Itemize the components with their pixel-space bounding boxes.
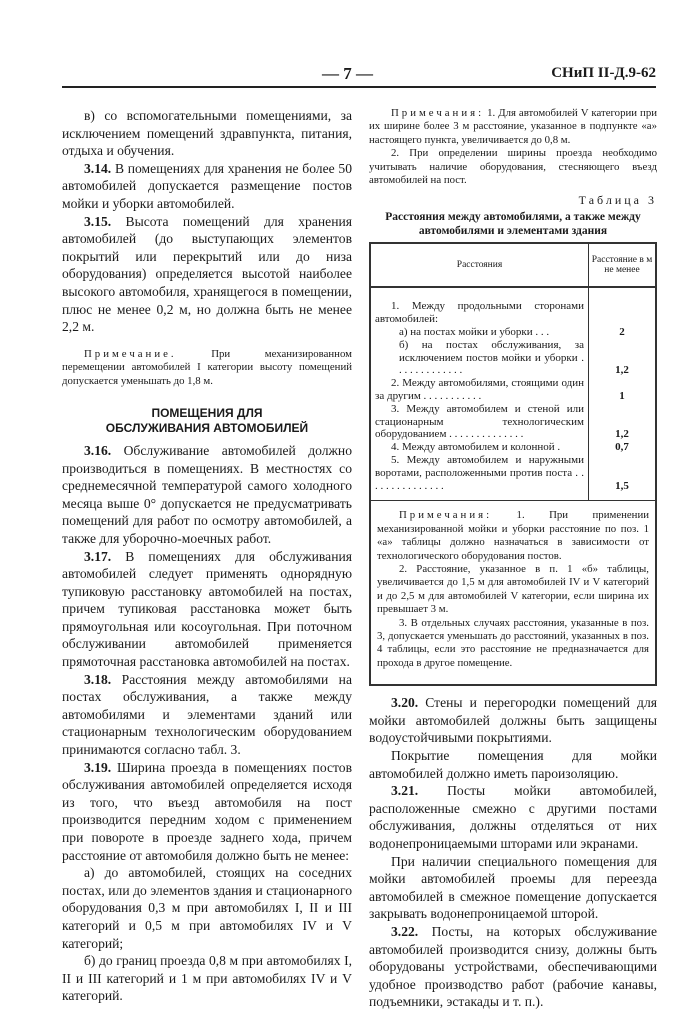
table-row: [371, 326, 655, 339]
right-column: [369, 107, 657, 1011]
note-label: Примечание.: [84, 347, 177, 360]
clause-text: Ширина проезда в помещениях постов обслуживания автомобилей определяется исходя из того, что въезд автомобиля на пост производится передним ходом с применением при повороте в проезде заднего хода, причем расстояние от автомобиля должно быть не менее:: [62, 759, 352, 863]
row-label: 3. Между автомобилем и стеной или стационарным технологическим оборудованием . . . . . . . . . . . . . .: [371, 403, 589, 441]
row-label: б) на постах обслуживания, за исключением постов мойки и уборки . . . . . . . . . . . . .: [371, 339, 589, 377]
table-row: [371, 454, 655, 500]
page-header: [62, 60, 656, 88]
paragraph-3-22: [369, 923, 657, 1011]
page-number: — 7 —: [322, 64, 373, 83]
row-value: [589, 287, 656, 326]
table-note-3: 3. В отдельных случаях расстояния, указанные в поз. 3, допускается уменьшать до расстояний, указанных в поз. 4 таблицы, если это расстояние не предназначается для прохода в другое помещение.: [377, 616, 649, 669]
clause-number: 3.22.: [391, 923, 419, 939]
section-heading: ПОМЕЩЕНИЯ ДЛЯ ОБСЛУЖИВАНИЯ АВТОМОБИЛЕЙ: [105, 405, 309, 435]
clause-text: Обслуживание автомобилей должно производиться в помещениях. В местностях со среднемесячной температурой самого холодного месяца выше 0° допускается не предусматривать помещений для работ по осмотру автомобилей, а также для уборочно-моечных работ.: [62, 442, 352, 546]
paragraph-3-14: [62, 160, 352, 213]
clause-text: Посты мойки автомобилей, расположенные смежно с другими постами обслуживания, должны отделяться от них водонепроницаемыми шторами или экранами.: [369, 783, 657, 852]
clause-number: 3.15.: [84, 213, 112, 229]
row-value: 2: [619, 326, 625, 339]
clause-number: 3.19.: [84, 759, 112, 775]
paragraph-3-18: [62, 671, 352, 759]
note-text: 1. При применении механизированной мойки и уборки расстояние по поз. 1 «а» таблицы должно назначаться в зависимости от технологического оборудования постов.: [377, 509, 650, 562]
table-note-1: [377, 509, 649, 563]
subclause-b: б) до границ проезда 0,8 м при автомобилях I, II и III категорий и 1 м при автомобилях IV и V категорий.: [62, 953, 352, 1004]
clause-number: 3.16.: [84, 442, 112, 458]
clause-number: 3.14.: [84, 160, 112, 176]
clause-text: Посты, на которых обслуживание автомобилей производится снизу, должны быть оборудованы устройствами, обеспечивающими удобное производство работ (рабочие канавы, подъемники, эстакады и т. п.).: [369, 923, 657, 1010]
left-column: [62, 107, 352, 1005]
paragraph: Покрытие помещения для мойки автомобилей должно иметь пароизоляцию.: [369, 748, 657, 781]
note: [62, 348, 352, 388]
table-notes: [371, 500, 655, 684]
paragraph-3-16: [62, 442, 352, 548]
table-row: [371, 377, 655, 403]
paragraph-3-20: [369, 694, 657, 747]
notes-label: Примечания:: [399, 509, 493, 522]
note-1: 1. Для автомобилей V категории при их ширине более 3 м расстояние, указанное в подпункте «а» настоящего пункта, увеличивается до 0,8 м.: [369, 107, 657, 146]
clause-text: Высота помещений для хранения автомобилей (до выступающих элементов покрытий или перекрытий или до низа оборудования) определяется высотой наиболее высокого автомобиля, хранящегося в помещении, плюс не менее 0,2 м, но должна быть не менее 2,2 м.: [62, 213, 352, 335]
table-row: [371, 339, 655, 377]
paragraph: При наличии специального помещения для мойки автомобилей проемы для переезда автомобилей в смежное помещение допускается закрывать водонепроницаемой шторой.: [369, 853, 657, 922]
clause-number: 3.18.: [84, 671, 112, 687]
subclause-a: а) до автомобилей, стоящих на соседних постах, или до элементов здания и стационарного оборудования 0,3 м при автомобилях I, II и III категорий и 0,5 м при автомобилях IV и V категорий;: [62, 865, 352, 951]
document-code: СНиП II-Д.9-62: [551, 65, 656, 81]
row-label: 5. Между автомобилем и наружными воротами, расположенными против поста . . . . . . . . . . . . . . .: [371, 454, 589, 500]
row-value: 0,7: [615, 441, 629, 454]
row-value: 1: [619, 390, 625, 403]
row-label: 4. Между автомобилем и колонной .: [371, 441, 589, 454]
row-label: 1. Между продольными сторонами автомобилей:: [371, 287, 589, 326]
notes: [369, 107, 657, 147]
paragraph-3-19: [62, 759, 352, 865]
table-note-2: 2. Расстояние, указанное в п. 1 «б» таблицы, увеличивается до 1,5 м для автомобилей IV и V категорий и до 2,5 м для автомобилей V категории, если ширина их превышает 3 м.: [377, 563, 649, 616]
clause-number: 3.17.: [84, 548, 112, 564]
paragraph-3-21: [369, 782, 657, 852]
row-value: 1,5: [615, 479, 629, 492]
row-label: а) на постах мойки и уборки . . .: [371, 326, 589, 339]
table-title: Расстояния между автомобилями, а также между автомобилями и элементами здания: [385, 211, 641, 238]
table-3: [369, 242, 657, 686]
clause-text: В помещениях для хранения не более 50 автомобилей допускается размещение постов мойки и уборки автомобилей.: [62, 160, 352, 211]
clause-number: 3.20.: [391, 695, 419, 711]
column-header: Расстояния: [371, 244, 589, 287]
table-row: [371, 441, 655, 454]
note-text: При механизированном перемещении автомобилей I категории высоту помещений допускается уменьшать до 1,8 м.: [62, 347, 352, 387]
row-value: 1,2: [615, 364, 629, 377]
table-row: [371, 403, 655, 441]
paragraph-3-15: [62, 213, 352, 336]
notes-label: Примечания:: [391, 107, 485, 119]
clause-text: В помещениях для обслуживания автомобилей следует применять однорядную тупиковую расстановку автомобилей на постах, причем тупиковая расстановка может быть прямоугольная или косоугольная. При поточном обслуживании автомобилей применяется прямоточная расстановка автомобилей на постах.: [62, 548, 352, 670]
column-header: Расстояние в м не менее: [589, 244, 656, 287]
table-row: [371, 287, 655, 326]
table-label: Таблица 3: [578, 193, 657, 208]
paragraph-3-17: [62, 548, 352, 671]
clause-number: 3.21.: [391, 783, 419, 799]
clause-text: Стены и перегородки помещений для мойки автомобилей должны быть защищены водоустойчивыми покрытиями.: [369, 695, 657, 746]
row-label: 2. Между автомобилями, стоящими один за другим . . . . . . . . . . .: [371, 377, 589, 403]
row-value: 1,2: [615, 428, 629, 441]
clause-text: Расстояния между автомобилями на постах обслуживания, а также между автомобилями и элементами зданий или стационарным технологическим оборудованием принимаются согласно табл. 3.: [62, 671, 352, 758]
note-2: 2. При определении ширины проезда необходимо учитывать наличие оборудования, стесняющего въезд автомобилей на пост.: [369, 147, 657, 187]
paragraph: в) со вспомогательными помещениями, за исключением помещений здравпункта, питания, отдыха и обучения.: [62, 108, 352, 159]
